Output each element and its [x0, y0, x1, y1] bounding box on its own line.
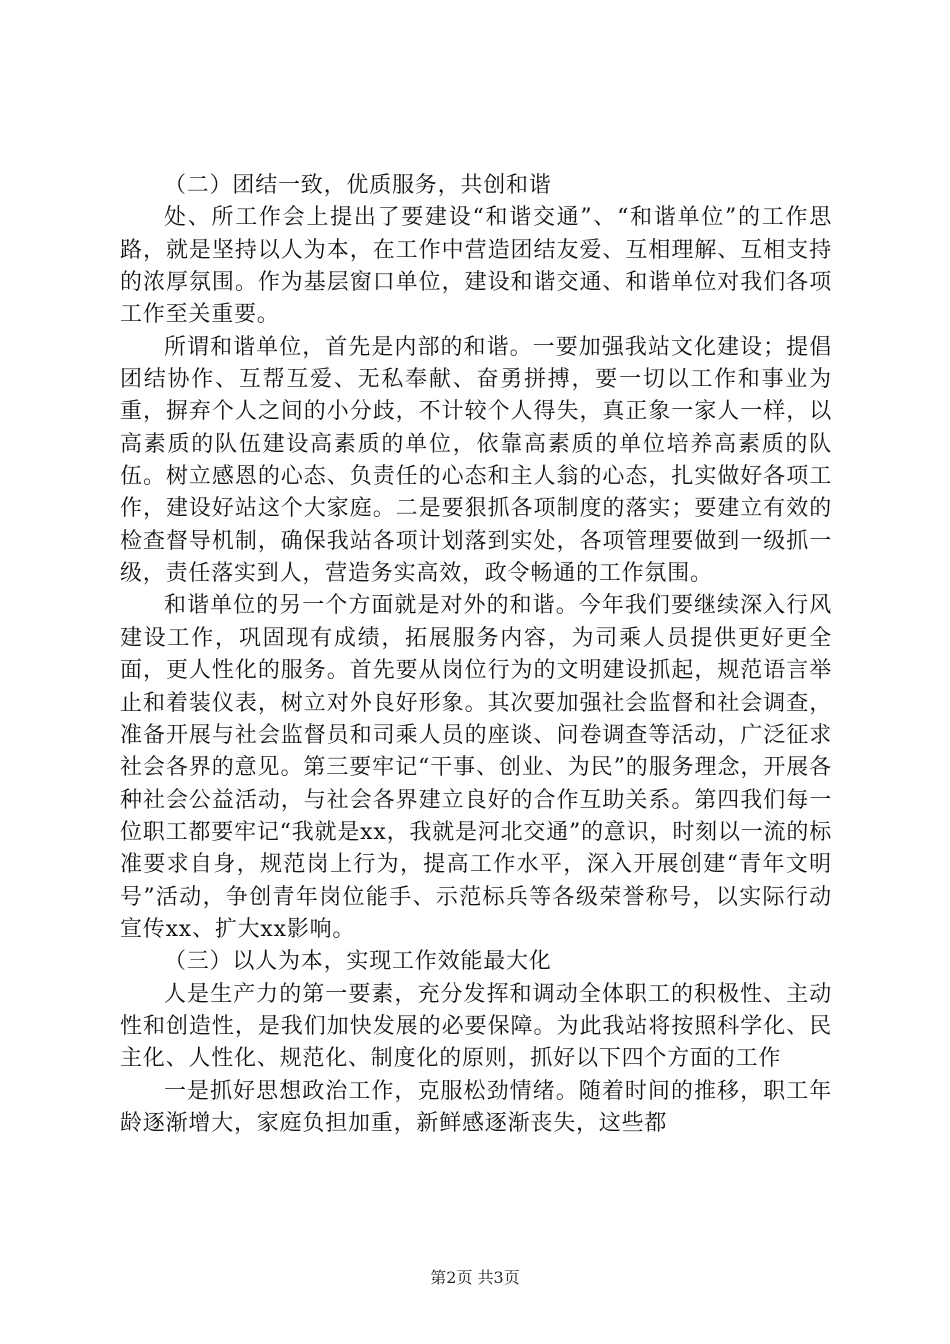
- section-heading-3: （三）以人为本，实现工作效能最大化: [164, 949, 552, 975]
- paragraph: 和谐单位的另一个方面就是对外的和谐。今年我们要继续深入行风建设工作，巩固现有成绩，拓展服务内容，为司乘人员提供更好更全面，更人性化的服务。首先要从岗位行为的文明建设抓起，规范语言举止和着装仪表，树立对外良好形象。其次要加强社会监督和社会调查，准备开展与社会监督员和司乘人员的座谈、问卷调查等活动，广泛征求社会各界的意见。第三要牢记“干事、创业、为民”的服务理念，开展各种社会公益活动，与社会各界建立良好的合作互助关系。第四我们每一位职工都要牢记“我就是xx，我就是河北交通”的意识，时刻以一流的标准要求自身，规范岗上行为，提高工作水平，深入开展创建“青年文明号”活动，争创青年岗位能手、示范标兵等各级荣誉称号，以实际行动宣传xx、扩大xx影响。: [120, 593, 832, 942]
- paragraph: 人是生产力的第一要素，充分发挥和调动全体职工的积极性、主动性和创造性，是我们加快发展的必要保障。为此我站将按照科学化、民主化、人性化、规范化、制度化的原则，抓好以下四个方面的工作: [120, 981, 832, 1072]
- paragraph: 所谓和谐单位，首先是内部的和谐。一要加强我站文化建设；提倡团结协作、互帮互爱、无私奉献、奋勇拼搏，要一切以工作和事业为重，摒弃个人之间的小分歧，不计较个人得失，真正象一家人一样，以高素质的队伍建设高素质的单位，依靠高素质的单位培养高素质的队伍。树立感恩的心态、负责任的心态和主人翁的心态，扎实做好各项工作，建设好站这个大家庭。二是要狠抓各项制度的落实；要建立有效的检查督导机制，确保我站各项计划落到实处，各项管理要做到一级抓一级，责任落实到人，营造务实高效，政令畅通的工作氛围。: [120, 334, 832, 587]
- paragraph: 一是抓好思想政治工作，克服松劲情绪。随着时间的推移，职工年龄逐渐增大，家庭负担加重，新鲜感逐渐丧失，这些都: [120, 1078, 832, 1136]
- document-body: [120, 170, 832, 1140]
- paragraph: 处、所工作会上提出了要建设“和谐交通”、“和谐单位”的工作思路，就是坚持以人为本，在工作中营造团结友爱、互相理解、互相支持的浓厚氛围。作为基层窗口单位，建设和谐交通、和谐单位对我们各项工作至关重要。: [120, 205, 832, 328]
- page-footer: 第2页 共3页: [430, 1268, 520, 1287]
- section-heading-2: （二）团结一致，优质服务，共创和谐: [164, 173, 552, 198]
